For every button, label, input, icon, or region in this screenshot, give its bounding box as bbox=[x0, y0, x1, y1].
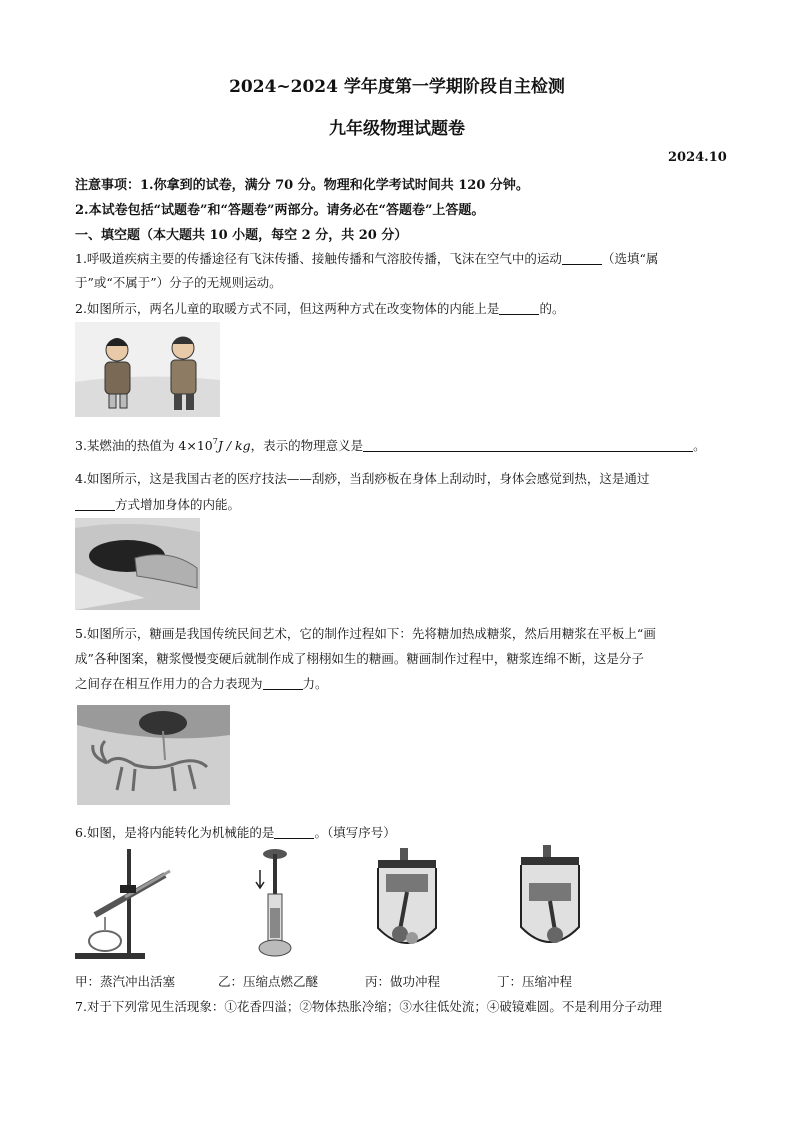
question-3-text-a: 3.某燃油的热值为 4×10 bbox=[75, 438, 213, 453]
unit: J / kg bbox=[217, 438, 251, 453]
answer-blank bbox=[75, 498, 115, 511]
question-2-text-a: 2.如图所示，两名儿童的取暖方式不同，但这两种方式在改变物体的内能上是 bbox=[75, 301, 500, 316]
question-5-line-3 bbox=[75, 674, 328, 692]
question-5-text-b: 力。 bbox=[302, 676, 328, 691]
caption-yi: 乙：压缩点燃乙醚 bbox=[218, 974, 319, 989]
question-7-line-1: 7.对于下列常见生活现象：①花香四溢；②物体热胀冷缩；③水往低处流；④破镜难圆。不是利用分子动理 bbox=[75, 999, 662, 1014]
exam-subtitle: 九年级物理试题卷 bbox=[329, 119, 465, 139]
steam-piston-apparatus-figure bbox=[75, 845, 175, 963]
question-1-line-1 bbox=[75, 249, 658, 267]
power-stroke-engine-figure bbox=[372, 848, 442, 958]
question-6-text-b: 。（填写序号） bbox=[314, 825, 396, 840]
answer-blank bbox=[562, 252, 602, 265]
exponent: 7 bbox=[212, 437, 218, 446]
question-1-line-2: 于”或“不属于”）分子的无规则运动。 bbox=[75, 275, 282, 290]
exam-date: 2024.10 bbox=[668, 150, 727, 165]
question-3-text-b: ，表示的物理意义是 bbox=[250, 438, 364, 453]
caption-ding: 丁：压缩冲程 bbox=[497, 974, 573, 989]
question-2-text-b: 的。 bbox=[539, 301, 565, 316]
notes-line-2: 2.本试卷包括“试题卷”和“答题卷”两部分。请务必在“答题卷”上答题。 bbox=[75, 203, 485, 218]
gua-sha-figure bbox=[75, 518, 200, 610]
question-1-text-a: 1.呼吸道疾病主要的传播途径有飞沫传播、接触传播和气溶胶传播，飞沫在空气中的运动 bbox=[75, 251, 562, 266]
compression-ignition-figure bbox=[248, 848, 308, 963]
question-4-line-2 bbox=[75, 495, 240, 513]
exam-title: 2024~2024 学年度第一学期阶段自主检测 bbox=[229, 77, 565, 97]
question-4-text-b: 方式增加身体的内能。 bbox=[115, 497, 241, 512]
answer-blank bbox=[263, 677, 303, 690]
answer-blank bbox=[363, 439, 693, 452]
question-3-end: 。 bbox=[693, 438, 706, 453]
question-1-text-b: （选填“属 bbox=[601, 251, 659, 266]
compression-stroke-engine-figure bbox=[515, 845, 585, 958]
question-5-line-1: 5.如图所示，糖画是我国传统民间艺术，它的制作过程如下：先将糖加热成糖浆，然后用糖浆在平板上“画 bbox=[75, 626, 656, 641]
question-6 bbox=[75, 823, 396, 841]
notes-line-1: 注意事项：1.你拿到的试卷，满分 70 分。物理和化学考试时间共 120 分钟。 bbox=[75, 178, 529, 193]
question-5-line-2: 成”各种图案，糖浆慢慢变硬后就制作成了栩栩如生的糖画。糖画制作过程中，糖浆连绵不断，这是分子 bbox=[75, 651, 644, 666]
answer-blank bbox=[499, 302, 539, 315]
question-3 bbox=[75, 436, 706, 454]
sugar-painting-figure bbox=[77, 705, 230, 805]
question-5-text-a: 之间存在相互作用力的合力表现为 bbox=[75, 676, 263, 691]
answer-blank bbox=[274, 826, 314, 839]
caption-jia: 甲：蒸汽冲出活塞 bbox=[75, 974, 176, 989]
question-6-text-a: 6.如图，是将内能转化为机械能的是 bbox=[75, 825, 275, 840]
question-2 bbox=[75, 299, 564, 317]
question-4-line-1: 4.如图所示，这是我国古老的医疗技法——刮痧，当刮痧板在身体上刮动时，身体会感觉到热，这是通过 bbox=[75, 471, 650, 486]
caption-bing: 丙：做功冲程 bbox=[365, 974, 441, 989]
children-warming-figure bbox=[75, 322, 220, 417]
section-heading: 一、填空题（本大题共 10 小题，每空 2 分，共 20 分） bbox=[75, 228, 408, 243]
